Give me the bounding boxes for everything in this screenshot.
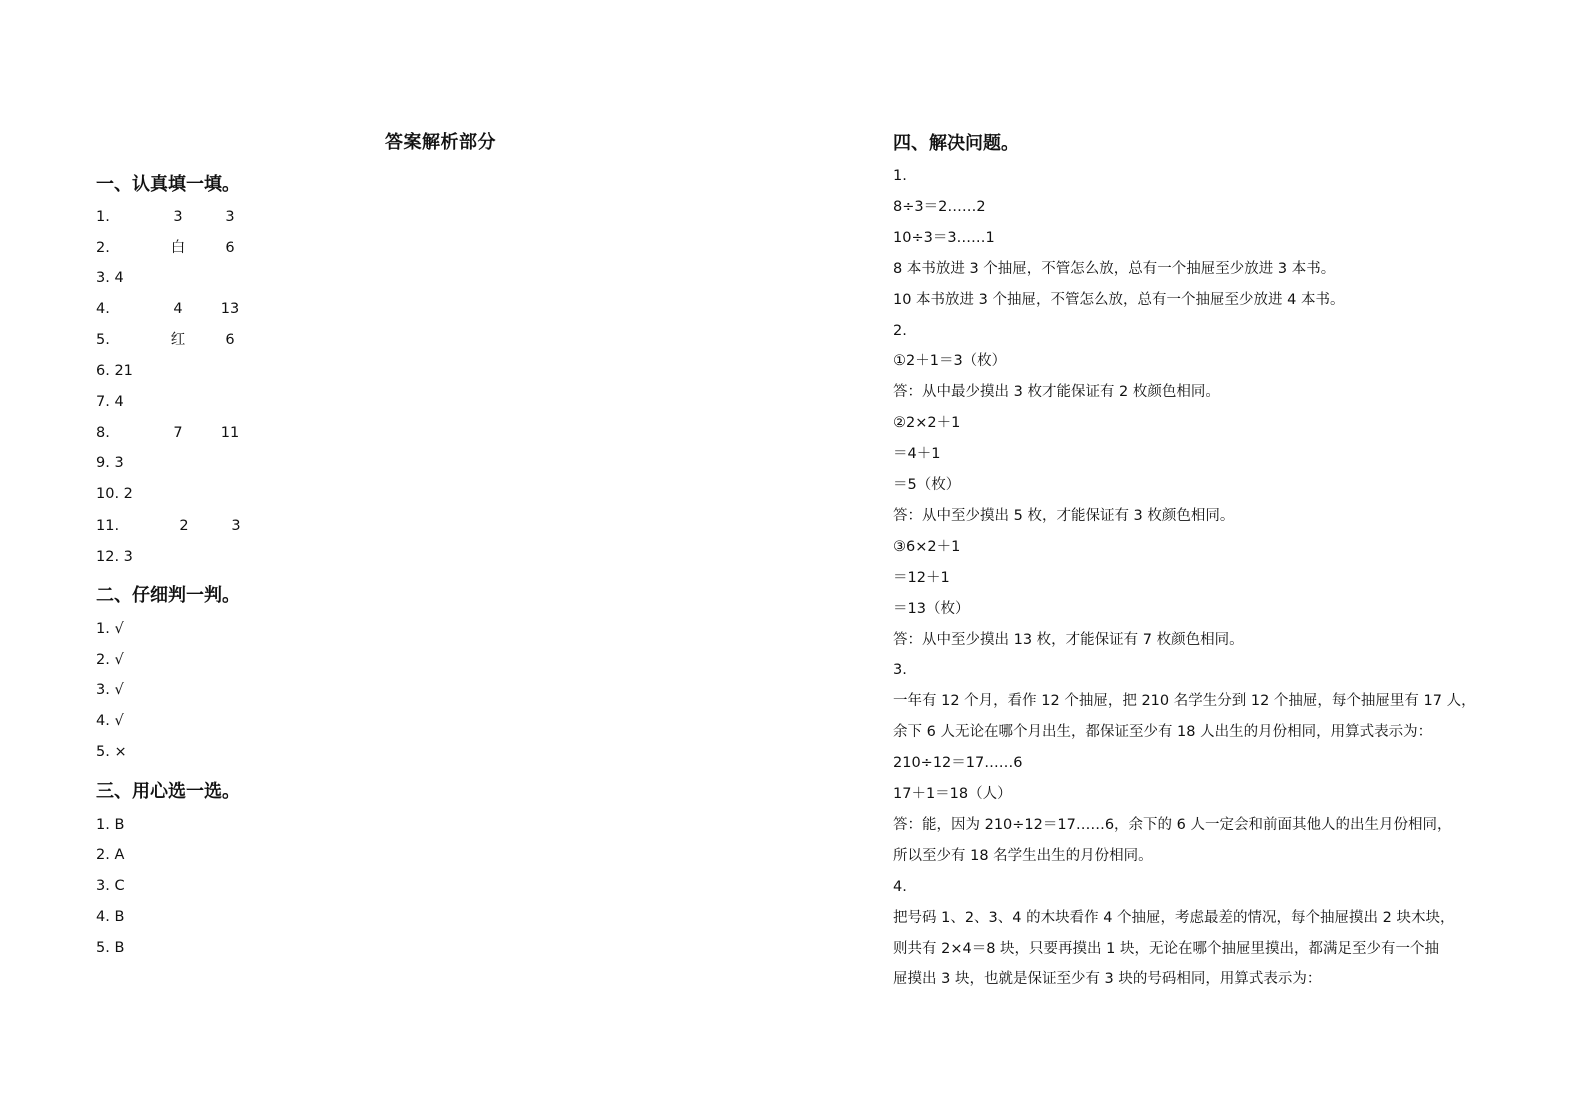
text-line: ＝4＋1 [893, 446, 941, 463]
list-item: 1. B [96, 817, 125, 833]
list-item: 4. B [96, 909, 125, 925]
list-item: 8. 7 11 [96, 425, 240, 441]
text-line: 8÷3＝2……2 [893, 198, 986, 215]
list-item: 2. √ [96, 652, 124, 668]
text-line: 答：从中至少摸出 13 枚，才能保证有 7 枚颜色相同。 [893, 631, 1244, 648]
text-line: 8 本书放进 3 个抽屉，不管怎么放，总有一个抽屉至少放进 3 本书。 [893, 260, 1336, 277]
text-line: 所以至少有 18 名学生出生的月份相同。 [893, 847, 1153, 864]
section1-heading: 一、认真填一填。 [96, 174, 240, 195]
text-line: ＝5（枚） [893, 477, 961, 493]
list-item: 11. 2 3 [96, 518, 241, 534]
list-item: 1. √ [96, 621, 124, 637]
text-line: 2. [893, 322, 907, 339]
list-item: 1. 3 3 [96, 209, 235, 225]
page-title: 答案解析部分 [385, 132, 496, 153]
section2-heading: 二、仔细判一判。 [96, 585, 240, 606]
text-line: 把号码 1、2、3、4 的木块看作 4 个抽屉，考虑最差的情况，每个抽屉摸出 2 块木块， [893, 909, 1455, 926]
text-line: 答：从中最少摸出 3 枚才能保证有 2 枚颜色相同。 [893, 384, 1220, 401]
list-item: 12. 3 [96, 549, 133, 565]
text-line: ＝12＋1 [893, 569, 950, 586]
text-line: 10÷3＝3……1 [893, 229, 995, 246]
text-line: 则共有 2×4＝8 块，只要再摸出 1 块，无论在哪个抽屉里摸出，都满足至少有一个抽 [893, 940, 1439, 957]
text-line: 17＋1＝18（人） [893, 786, 1012, 802]
text-line: 一年有 12 个月，看作 12 个抽屉，把 210 名学生分到 12 个抽屉，每个抽屉里有 17 人， [893, 693, 1476, 710]
text-line: ②2×2＋1 [893, 415, 961, 432]
list-item: 10. 2 [96, 486, 133, 502]
list-item: 5. × [96, 744, 127, 760]
text-line: ③6×2＋1 [893, 538, 961, 555]
list-item: 3. √ [96, 682, 124, 698]
text-line: 10 本书放进 3 个抽屉，不管怎么放，总有一个抽屉至少放进 4 本书。 [893, 291, 1345, 308]
list-item: 9. 3 [96, 455, 124, 471]
section3-heading: 三、用心选一选。 [96, 781, 240, 802]
text-line: 210÷12＝17……6 [893, 755, 1023, 772]
list-item: 3. C [96, 878, 125, 894]
list-item: 2. 白 6 [96, 240, 235, 256]
text-line: ＝13（枚） [893, 600, 970, 617]
list-item: 7. 4 [96, 394, 124, 410]
list-item: 4. √ [96, 713, 124, 729]
text-line: 1. [893, 168, 907, 184]
text-line: 答：能，因为 210÷12＝17……6，余下的 6 人一定会和前面其他人的出生月份相同， [893, 816, 1452, 833]
list-item: 4. 4 13 [96, 301, 240, 317]
text-line: 4. [893, 878, 907, 895]
text-line: 余下 6 人无论在哪个月出生，都保证至少有 18 人出生的月份相同，用算式表示为： [893, 724, 1433, 741]
text-line: ①2＋1＝3（枚） [893, 353, 1007, 370]
list-item: 3. 4 [96, 270, 124, 286]
list-item: 5. B [96, 940, 125, 956]
list-item: 6. 21 [96, 363, 133, 379]
text-line: 屉摸出 3 块，也就是保证至少有 3 块的号码相同，用算式表示为： [893, 971, 1322, 988]
section4-heading: 四、解决问题。 [893, 133, 1019, 154]
list-item: 5. 红 6 [96, 332, 235, 348]
text-line: 答：从中至少摸出 5 枚，才能保证有 3 枚颜色相同。 [893, 507, 1235, 524]
list-item: 2. A [96, 847, 125, 863]
text-line: 3. [893, 662, 907, 679]
